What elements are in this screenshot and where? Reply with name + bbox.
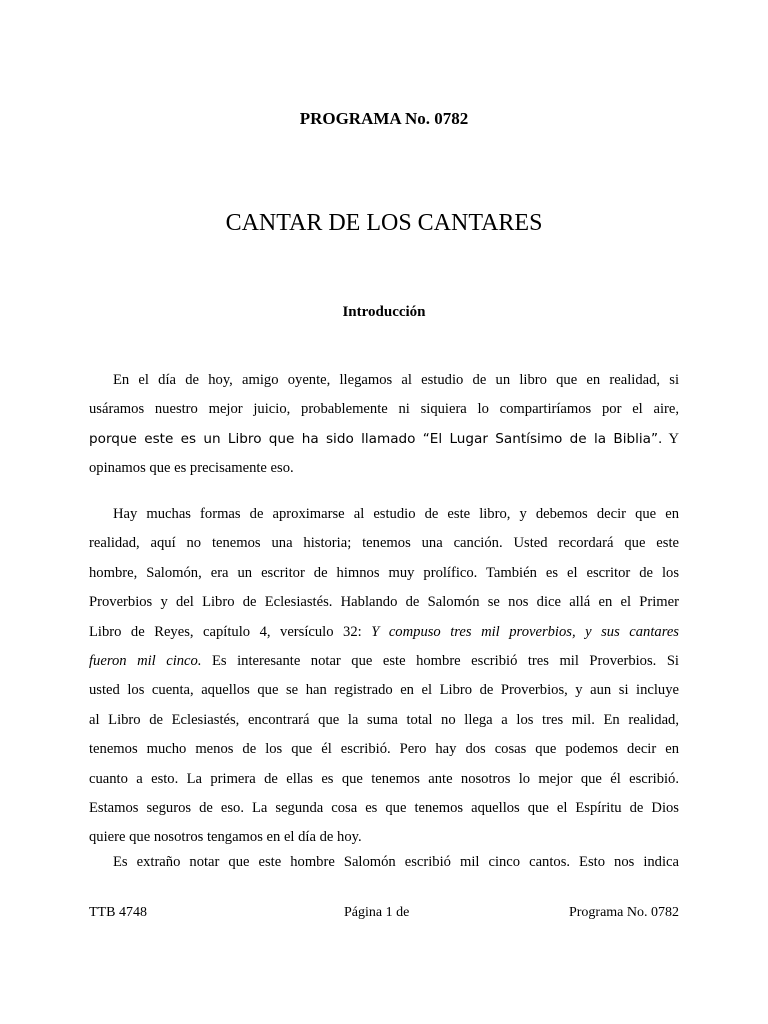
book-title: CANTAR DE LOS CANTARES	[225, 210, 543, 236]
paragraph-line	[89, 647, 679, 676]
paragraph-line: Hay muchas formas de aproximarse al estudio de este libro, y debemos decir que en	[113, 506, 679, 522]
paragraph-line: hombre, Salomón, era un escritor de himnos muy prolífico. También es el escritor de los	[89, 564, 679, 581]
paragraph-line: En el día de hoy, amigo oyente, llegamos al estudio de un libro que en realidad, si	[113, 372, 679, 388]
paragraph-line: tenemos mucho menos de los que él escribió. Pero hay dos cosas que podemos decir en	[89, 741, 679, 758]
quoted-sentence: porque este es un Libro que ha sido llamado “El Lugar Santísimo de la Biblia”.	[89, 430, 663, 447]
footer-document-id: TTB 4748	[89, 905, 147, 920]
paragraph-2	[89, 500, 679, 853]
paragraph-text: Es interesante notar que este hombre escribió tres mil Proverbios. Si	[201, 652, 679, 669]
paragraph-line	[89, 425, 679, 454]
paragraph-line: realidad, aquí no tenemos una historia; tenemos una canción. Usted recordará que este	[89, 535, 679, 552]
paragraph-line: Proverbios y del Libro de Eclesiastés. Hablando de Salomón se nos dice allá en el Primer	[89, 594, 679, 611]
paragraph-line: cuanto a esto. La primera de ellas es que tenemos ante nosotros lo mejor que él escribió.	[89, 770, 679, 787]
program-title: PROGRAMA No. 0782	[299, 109, 469, 128]
paragraph-line: Estamos seguros de eso. La segunda cosa es que tenemos aquellos que el Espíritu de Dios	[89, 799, 679, 816]
paragraph-3	[89, 848, 679, 877]
scripture-quote: Y compuso tres mil proverbios, y sus cantares	[371, 623, 679, 640]
footer-page-number: Página 1 de	[344, 905, 410, 920]
paragraph-1	[89, 366, 679, 484]
footer-program-number: Programa No. 0782	[568, 905, 679, 920]
paragraph-line: al Libro de Eclesiastés, encontrará que la suma total no llega a los tres mil. En realidad,	[89, 711, 679, 728]
paragraph-line	[89, 618, 679, 647]
line-continuation: Y	[668, 430, 679, 447]
paragraph-line: opinamos que es precisamente eso.	[89, 460, 294, 477]
reference-text: Libro de Reyes, capítulo 4, versículo 32:	[89, 623, 372, 640]
paragraph-line: Es extraño notar que este hombre Salomón escribió mil cinco cantos. Esto nos indica	[113, 854, 679, 870]
paragraph-line: quiere que nosotros tengamos en el día de hoy.	[89, 829, 362, 846]
scripture-quote: fueron mil cinco.	[89, 652, 202, 669]
section-heading: Introducción	[342, 304, 426, 320]
paragraph-line: usted los cuenta, aquellos que se han registrado en el Libro de Proverbios, y aun si incluye	[89, 682, 679, 699]
paragraph-line: usáramos nuestro mejor juicio, probablemente ni siquiera lo compartiríamos por el aire,	[89, 401, 679, 418]
